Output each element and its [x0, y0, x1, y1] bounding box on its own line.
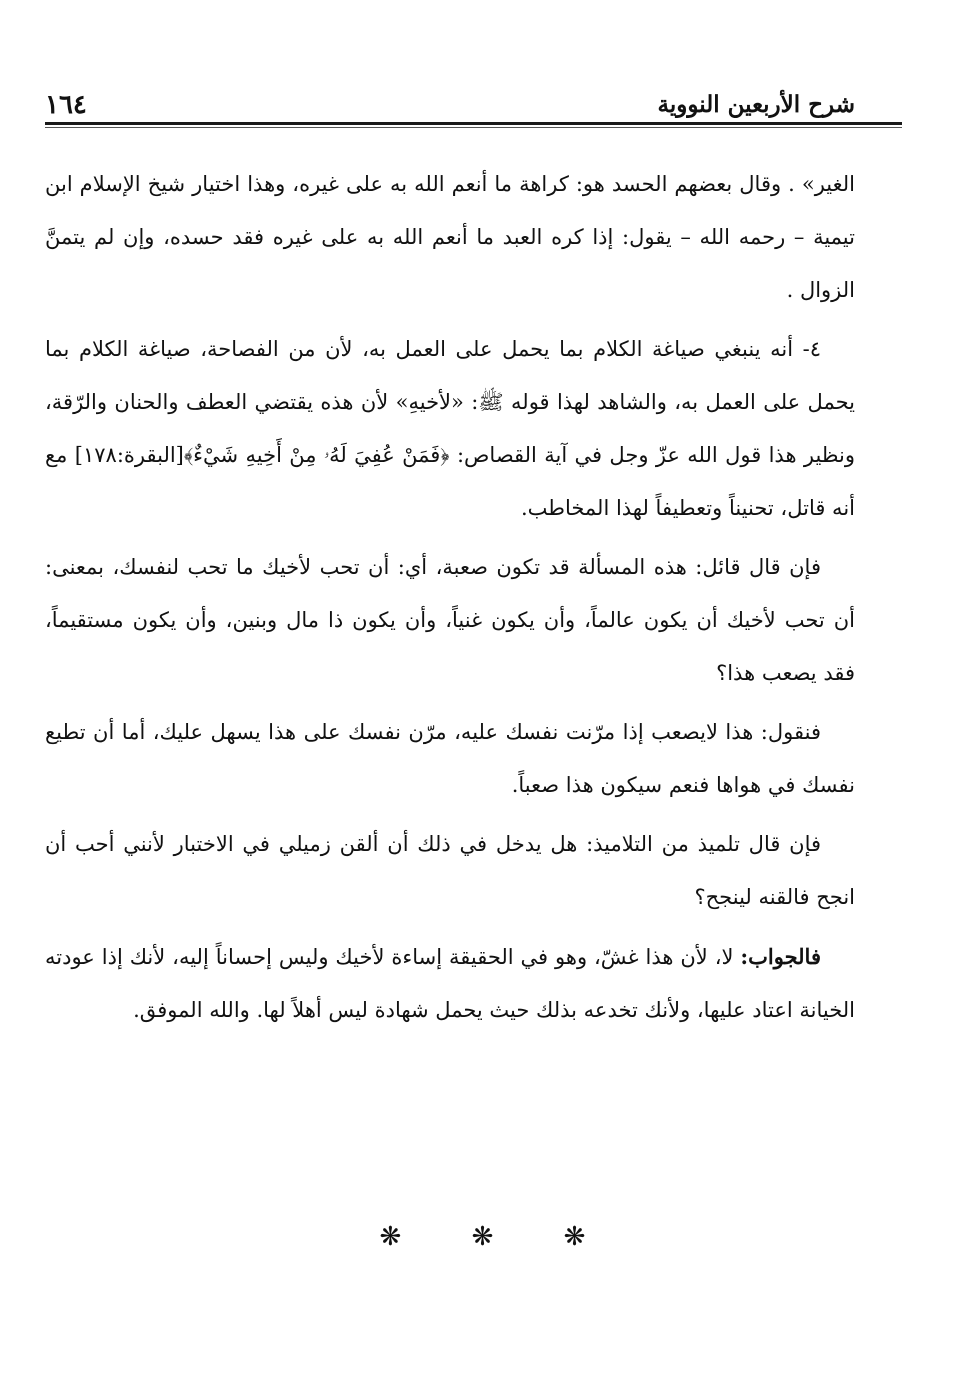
section-separator: [0, 1222, 965, 1252]
paragraph-student-question: [45, 818, 855, 924]
answer-lead-label: فالجواب:: [740, 944, 821, 969]
page-body: [45, 158, 855, 1043]
paragraph-text: لا، لأن هذا غشّ، وهو في الحقيقة إساءة لأخيك وليس إحساناً إليه، لأنك إذا عودته الخيانة اعتاد عليها، ولأنك تخدعه بذلك حيث يحمل شهادة ليس أهلاً لها. والله الموفق.: [45, 945, 855, 1022]
page-header: [45, 78, 855, 124]
running-title: شرح الأربعين النووية: [657, 91, 855, 118]
paragraph-text: الغير» . وقال بعضهم الحسد هو: كراهة ما أنعم الله به على غيره، وهذا اختيار شيخ الإسلام ابن تيمية – رحمه الله – يقول: إذا كره العبد ما أنعم الله به على غيره فقد حسده، وإن لم يتمنَّ الزوال .: [45, 172, 855, 302]
paragraph-text: فإن قال قائل: هذه المسألة قد تكون صعبة، أي: أن تحب لأخيك ما تحب لنفسك، بمعنى: أن تحب لأخيك أن يكون عالماً، وأن يكون غنياً، وأن يكون ذا مال وبنين، وأن يكون مستقيماً، فقد يصعب هذا؟: [45, 555, 855, 685]
paragraph-text: فإن قال تلميذ من التلاميذ: هل يدخل في ذلك أن ألقن زميلي في الاختبار لأنني أحب أن انجح فالقنه لينجح؟: [45, 832, 855, 909]
paragraph-hasad-definition: [45, 158, 855, 317]
header-rule-thin: [45, 127, 902, 128]
header-rule-thick: [45, 122, 902, 125]
paragraph-text: فنقول: هذا لايصعب إذا مرّنت نفسك عليه، مرّن نفسك على هذا يسهل عليك، أما أن تطيع نفسك في هواها فنعم سيكون هذا صعباً.: [45, 720, 855, 797]
paragraph-text: ٤- أنه ينبغي صياغة الكلام بما يحمل على العمل به، لأن من الفصاحة، صياغة الكلام بما يحمل على العمل به، والشاهد لهذا قوله ﷺ: «لأخيهِ» لأن هذه يقتضي العطف والحنان والرّقة، ونظير هذا قول الله عزّ وجل في آية القصاص: ﴿فَمَنْ عُفِيَ لَهُۥ مِنْ أَخِيهِ شَيْءٌ﴾[البقرة:١٧٨] مع أنه قاتل، تحنيناً وتعطيفاً لهذا المخاطب.: [45, 337, 856, 520]
paragraph-reply: [45, 706, 855, 812]
paragraph-objection: [45, 541, 855, 700]
separator-star-icon: ❋: [471, 1222, 494, 1252]
separator-star-icon: ❋: [379, 1222, 402, 1252]
page-number: ١٦٤: [45, 90, 87, 120]
separator-star-icon: ❋: [563, 1222, 586, 1252]
paragraph-point-4: [45, 323, 855, 535]
paragraph-answer: [45, 930, 855, 1037]
